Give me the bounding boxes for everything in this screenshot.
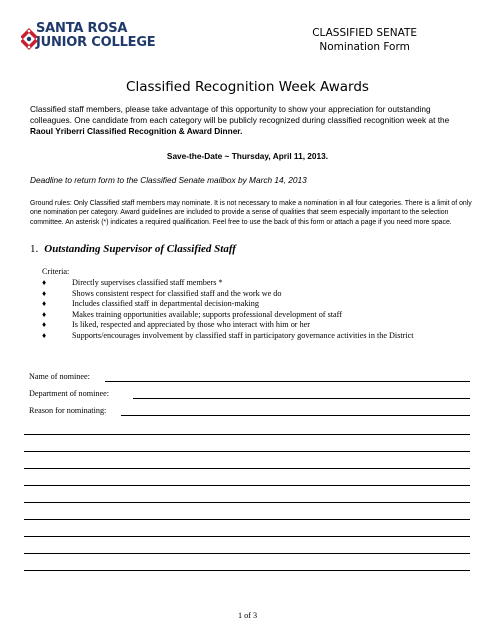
college-logo-text [36, 23, 156, 48]
ground-rules: Ground rules: Only Classified staff members may nominate. It is not necessary to make a nomination in all four categories. There is a limit of only one nomination per category. Award guidelines are included to provide a sense of qualities that seem especially important to the selection committee. An asterisk (*) indicates a required qualification. Feel free to use the back of this form or attach a page if you need more space. [30, 200, 472, 226]
reason-line[interactable] [24, 536, 470, 537]
reason-line[interactable] [24, 451, 470, 452]
criteria-item: ♦ Directly supervises classified staff members * [42, 278, 223, 287]
reason-line[interactable] [24, 434, 470, 435]
nominee-department-label: Department of nominee: [29, 389, 110, 398]
criteria-label: Criteria: [42, 267, 70, 276]
section-heading [30, 243, 236, 255]
criteria-item: ♦ Shows consistent respect for classified staff and the work we do [42, 288, 282, 298]
form-name: Nomination Form [319, 41, 410, 53]
form-header [312, 26, 417, 54]
logo-line-2: JUNIOR COLLEGE [36, 35, 156, 50]
diamond-bullet-icon: ♦ [42, 299, 47, 309]
reason-line[interactable] [24, 570, 470, 571]
reason-line[interactable] [24, 502, 470, 503]
criteria-list [42, 278, 472, 342]
criteria-item: ♦ Includes classified staff in departmental decision-making [42, 299, 259, 309]
nomination-reason-label: Reason for nominating: [29, 406, 107, 415]
intro-text: Classified staff members, please take advantage of this opportunity to show your appreciation for outstanding colleagues. One candidate from each category will be publicly recognized during classified recognition week at the [30, 104, 450, 125]
senate-name: CLASSIFIED SENATE [312, 27, 417, 39]
reason-line[interactable] [24, 553, 470, 554]
diamond-bullet-icon: ♦ [42, 309, 47, 319]
nominee-name-field[interactable] [105, 381, 470, 382]
dinner-name: Raoul Yriberri Classified Recognition & Award Dinner. [30, 126, 243, 136]
criteria-item: ♦ Is liked, respected and appreciated by those who interact with him or her [42, 320, 311, 330]
reason-line[interactable] [24, 468, 470, 469]
page-number: 1 of 3 [237, 611, 258, 620]
save-the-date: Save-the-Date ~ Thursday, April 11, 2013. [166, 151, 329, 161]
reason-line[interactable] [24, 519, 470, 520]
intro-paragraph [30, 104, 470, 137]
section-title: Outstanding Supervisor of Classified Staff [44, 243, 236, 255]
deadline-note: Deadline to return form to the Classified Senate mailbox by March 14, 2013 [30, 175, 307, 185]
diamond-bullet-icon: ♦ [42, 278, 47, 287]
page-title: Classified Recognition Week Awards [126, 79, 369, 95]
diamond-bullet-icon: ♦ [42, 320, 47, 330]
section-number: 1. [30, 243, 39, 255]
nominee-department-field[interactable] [133, 398, 470, 399]
diamond-bullet-icon: ♦ [42, 288, 47, 298]
nominee-name-label: Name of nominee: [29, 372, 90, 381]
nomination-reason-field[interactable] [121, 415, 470, 416]
logo-line-1: SANTA ROSA [36, 21, 128, 36]
reason-line[interactable] [24, 485, 470, 486]
diamond-bullet-icon: ♦ [42, 330, 47, 340]
criteria-item: ♦ Makes training opportunities available; supports professional development of staff [42, 309, 342, 319]
criteria-item: ♦ Supports/encourages involvement by classified staff in participatory governance activities in the District [42, 330, 414, 340]
